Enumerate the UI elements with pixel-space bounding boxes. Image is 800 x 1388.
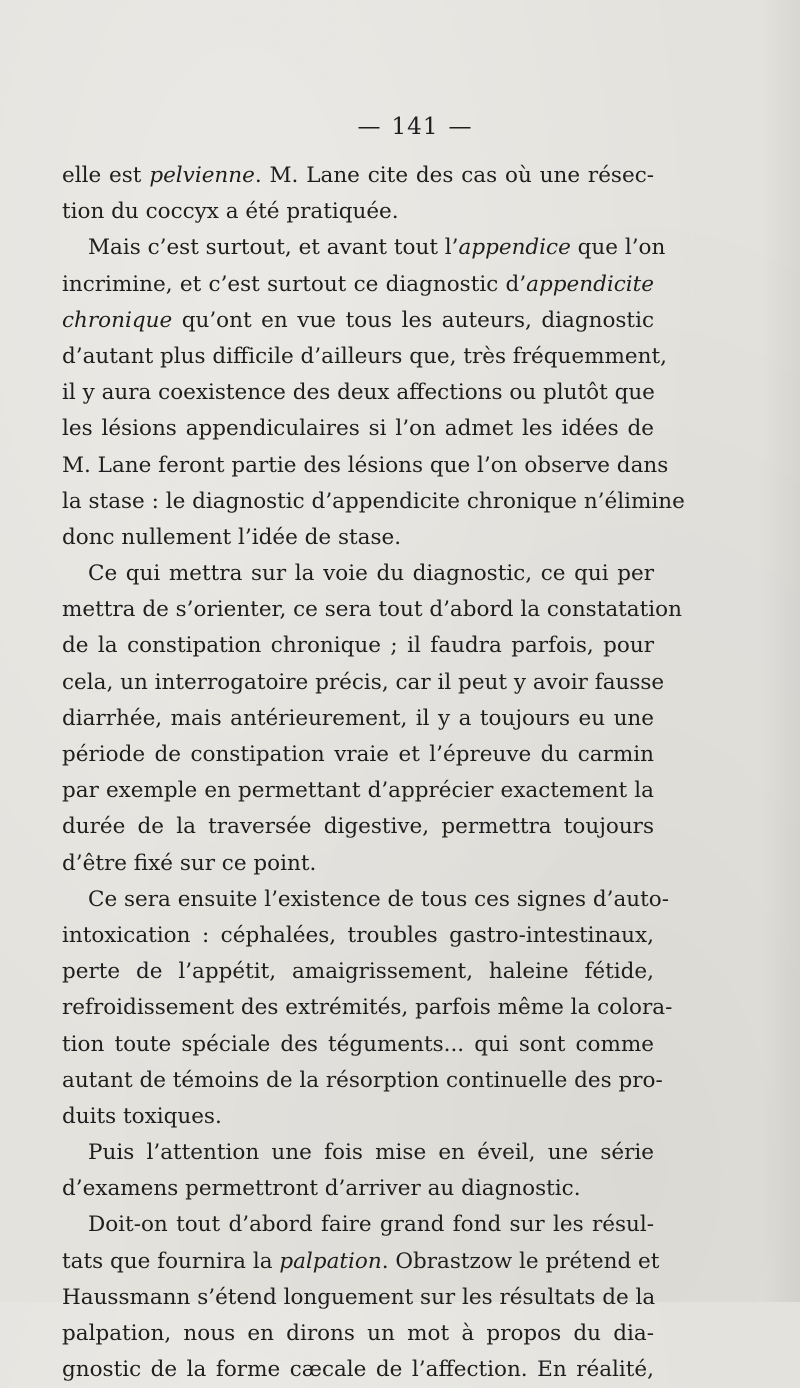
text-run: que l’on bbox=[570, 235, 666, 261]
text-run: qu’ont en vue tous les auteurs, diagnostic bbox=[172, 307, 654, 333]
text-run: M. Lane feront partie des lésions que l’on observe dans bbox=[62, 452, 669, 478]
text-run: les lésions appendiculaires si l’on admet les idées de bbox=[62, 416, 654, 442]
page-number-value: 141 bbox=[391, 114, 439, 140]
text-line bbox=[62, 882, 669, 918]
text-line bbox=[62, 158, 654, 194]
text-line bbox=[62, 267, 654, 303]
text-line bbox=[62, 665, 665, 701]
text-run: mettra de s’orienter, ce sera tout d’abord la constatation bbox=[62, 597, 682, 623]
text-line bbox=[62, 484, 685, 520]
italic-run: chronique bbox=[62, 307, 173, 333]
italic-run: pelvienne bbox=[149, 163, 255, 188]
text-line bbox=[62, 1027, 654, 1063]
text-line bbox=[62, 1171, 654, 1207]
text-run: elle est bbox=[62, 163, 150, 188]
text-run: intoxication : céphalées, troubles gastro-intestinaux, bbox=[62, 922, 654, 948]
text-line bbox=[62, 230, 666, 266]
text-run: d’examens permettront d’arriver au diagnostic. bbox=[62, 1176, 581, 1202]
text-line bbox=[62, 1135, 654, 1171]
text-line bbox=[62, 918, 654, 954]
body-text bbox=[62, 158, 685, 1388]
text-run: Ce qui mettra sur la voie du diagnostic, ce qui per bbox=[88, 561, 654, 587]
text-line bbox=[62, 1280, 654, 1316]
text-line bbox=[62, 339, 667, 375]
text-run: période de constipation vraie et l’épreuve du carmin bbox=[62, 742, 654, 767]
text-run: par exemple en permettant d’apprécier exactement la bbox=[62, 778, 654, 804]
page-number bbox=[0, 114, 800, 140]
italic-run: palpation bbox=[279, 1248, 382, 1274]
text-line bbox=[62, 556, 654, 592]
text-line bbox=[62, 1352, 654, 1388]
text-line bbox=[62, 448, 669, 484]
text-line bbox=[62, 1099, 654, 1135]
text-line bbox=[62, 846, 654, 882]
text-run: Doit-on tout d’abord faire grand fond sur les résul- bbox=[88, 1212, 654, 1238]
page-number-dash-right: — bbox=[448, 114, 473, 140]
text-line bbox=[62, 773, 654, 809]
text-line bbox=[62, 194, 654, 230]
text-line bbox=[62, 1244, 660, 1280]
text-line bbox=[62, 592, 682, 628]
text-run: perte de l’appétit, amaigrissement, haleine fétide, bbox=[62, 959, 654, 985]
text-line bbox=[62, 628, 654, 664]
text-run: d’être fixé sur ce point. bbox=[62, 850, 317, 876]
text-run: palpation, nous en dirons un mot à propos du dia- bbox=[62, 1321, 654, 1346]
text-line bbox=[62, 701, 654, 737]
text-run: cela, un interrogatoire précis, car il peut y avoir fausse bbox=[62, 669, 665, 695]
text-line bbox=[62, 520, 654, 556]
text-run: tion du coccyx a été pratiquée. bbox=[62, 199, 399, 225]
text-run: Puis l’attention une fois mise en éveil, une série bbox=[88, 1140, 654, 1166]
text-line bbox=[62, 411, 654, 447]
text-run: refroidissement des extrémités, parfois même la colora- bbox=[62, 995, 673, 1021]
text-run: . Obrastzow le prétend et bbox=[381, 1248, 660, 1274]
text-line bbox=[62, 1063, 663, 1099]
text-run: tats que fournira la bbox=[62, 1248, 280, 1274]
text-run: Mais c’est surtout, et avant tout l’ bbox=[88, 235, 459, 261]
text-line bbox=[62, 809, 654, 845]
italic-run: appendicite bbox=[526, 271, 654, 297]
text-run: duits toxiques. bbox=[62, 1103, 222, 1129]
text-line bbox=[62, 737, 654, 773]
text-line bbox=[62, 954, 654, 990]
text-run: diarrhée, mais antérieurement, il y a toujours eu une bbox=[62, 705, 654, 731]
text-run: Haussmann s’étend longuement sur les résultats de la bbox=[62, 1284, 656, 1310]
text-line bbox=[62, 1207, 654, 1243]
text-run: gnostic de la forme cæcale de l’affection. En réalité, bbox=[62, 1357, 654, 1383]
text-line bbox=[62, 1316, 654, 1352]
text-run: d’autant plus difficile d’ailleurs que, très fréquemment, bbox=[62, 343, 667, 369]
page-shadow bbox=[760, 0, 800, 1302]
text-run: Ce sera ensuite l’existence de tous ces signes d’auto- bbox=[88, 886, 669, 912]
italic-run: appendice bbox=[458, 235, 571, 261]
text-run: la stase : le diagnostic d’appendicite chronique n’élimine bbox=[62, 488, 685, 514]
text-run: donc nullement l’idée de stase. bbox=[62, 524, 402, 550]
text-line bbox=[62, 990, 673, 1026]
text-run: incrimine, et c’est surtout ce diagnostic d’ bbox=[62, 271, 527, 297]
text-run: autant de témoins de la résorption continuelle des pro- bbox=[62, 1067, 663, 1093]
text-run: il y aura coexistence des deux affections ou plutôt que bbox=[62, 380, 655, 406]
text-line bbox=[62, 375, 654, 411]
text-run: . M. Lane cite des cas où une résec- bbox=[254, 163, 654, 188]
text-run: de la constipation chronique ; il faudra parfois, pour bbox=[62, 633, 654, 659]
text-line bbox=[62, 303, 654, 339]
text-run: durée de la traversée digestive, permettra toujours bbox=[62, 814, 654, 840]
text-run: tion toute spéciale des téguments... qui sont comme bbox=[62, 1031, 654, 1057]
page-number-dash-left: — bbox=[357, 114, 382, 140]
